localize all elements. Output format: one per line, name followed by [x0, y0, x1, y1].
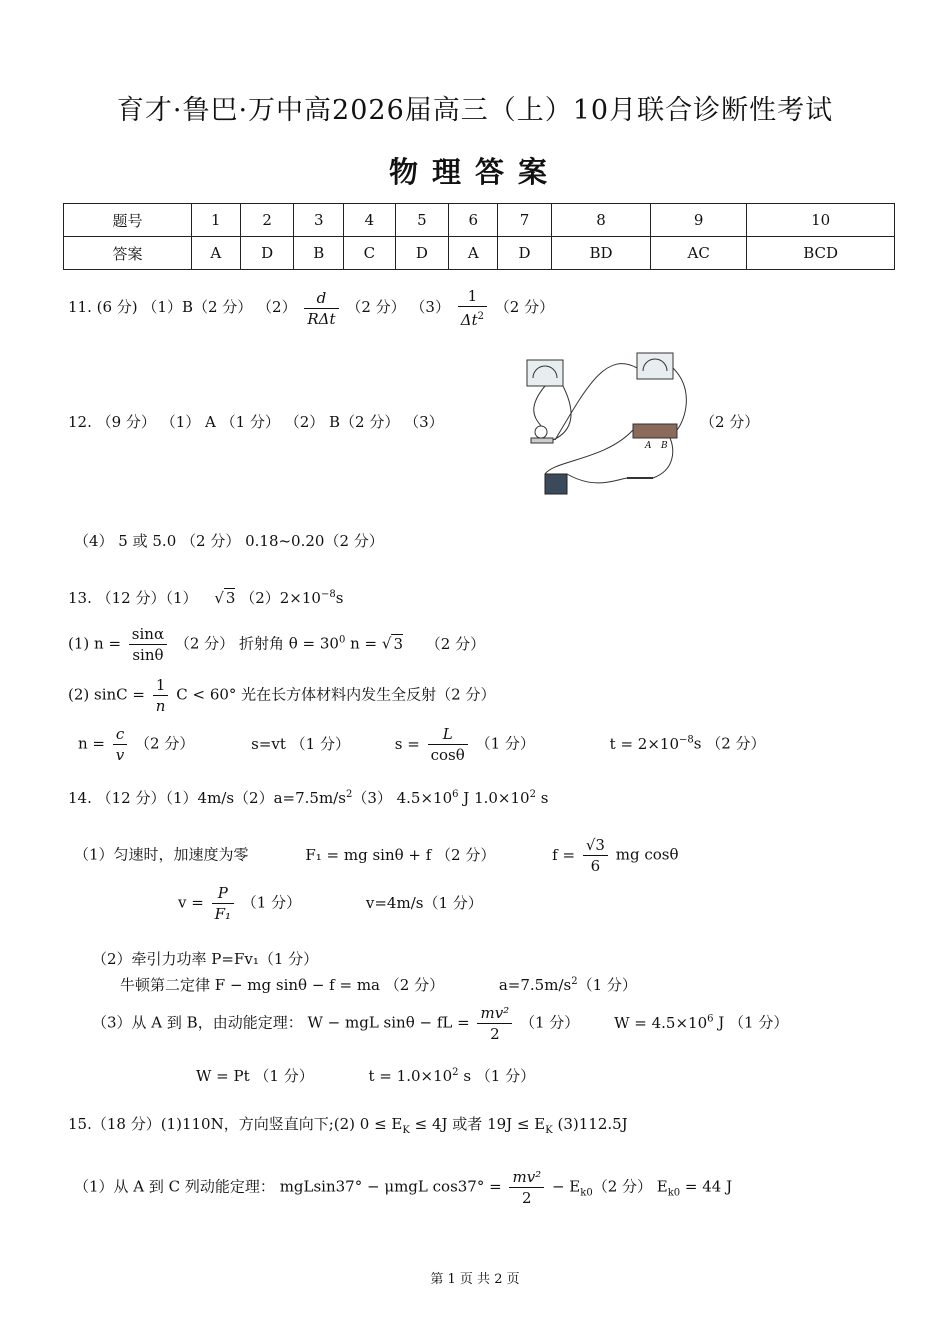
voltmeter-icon: [637, 353, 673, 379]
battery-icon: [545, 474, 567, 494]
table-cell: 9: [651, 204, 747, 237]
table-cell: 8: [551, 204, 650, 237]
table-cell: 10: [747, 204, 895, 237]
ammeter-icon: [527, 360, 563, 386]
q14-line3: （2）牵引力功率 P=Fv₁（1 分）: [92, 950, 319, 968]
table-cell: A: [449, 237, 498, 270]
q11-text: 11. (6 分) （1）B（2 分） （2）: [68, 298, 297, 316]
q12-line: 12. （9 分） （1） A （1 分） （2） B（2 分） （3）: [68, 413, 444, 431]
table-row: [64, 237, 895, 270]
answer-table: [63, 203, 895, 270]
page-subtitle: 物理答案: [388, 155, 561, 189]
page-footer: 第 1 页 共 2 页: [430, 1272, 520, 1287]
q15-line1: （1）从 A 到 C 列动能定理： mgLsin37° − μmgL cos37° = $\frac{\text{mv²}}{2}$ − $E_{k0}(2$ 分） $E_{k0} = 44$ J: [74, 1168, 733, 1207]
table-cell: D: [240, 237, 294, 270]
table-row: [64, 204, 895, 237]
table-cell: 3: [294, 204, 344, 237]
table-cell: 4: [344, 204, 395, 237]
q13-header: 13. （12 分）（1） √ 3 $(2)2\times 10^{-8}s$: [68, 589, 344, 607]
label-a: A: [645, 441, 652, 451]
table-cell: 2: [240, 204, 294, 237]
q14-header: 14. （12 分）$(1)4m/s(2)a=7.5m/s^2(3)$ $4.5\times 10^6$ J $1.0\times 10^2$ s: [68, 789, 549, 807]
circuit-diagram: [515, 350, 695, 500]
table-cell: BCD: [747, 237, 895, 270]
table-cell: D: [498, 237, 552, 270]
q14-line2: v = $\frac{P}{\text{F₁}}$ （1 分） v=4m/s（1 分）: [178, 884, 483, 923]
q14-line6: W = Pt （1 分） $t = 1.0\times 10^2$ s （1 分）: [196, 1067, 536, 1085]
q13-line2: (2) sinC = $\frac{1}{n}$ C < 60° 光在长方体材料内发生全反射（2 分）: [68, 676, 496, 715]
table-cell: C: [344, 237, 395, 270]
table-cell: 5: [395, 204, 449, 237]
page-title: 育才·鲁巴·万中高2026届高三（上）10月联合诊断性考试: [116, 95, 834, 126]
q14-line1: （1）匀速时，加速度为零 F₁ = mg sinθ + f （2 分） f = $\frac{√3}{6}$ mg cosθ: [74, 836, 679, 875]
q14-line5: （3）从 A 到 B，由动能定理： W − mgL sinθ − fL = $\frac{\text{mv²}}{2}$ （1 分） $W = 4.5\times 10^6$ J （1 分）: [92, 1004, 789, 1043]
q13-line1: (1) n = $\frac{\sin\alpha}{\sin\theta}$ （2 分） 折射角 $\theta = 30^0$ n = √ 3 （2 分）: [68, 625, 486, 664]
q11-fraction: $\frac{d}{\text{RΔt}}$: [304, 289, 338, 328]
q12-tail: （2 分）: [700, 413, 760, 431]
table-cell: A: [191, 237, 240, 270]
table-cell: AC: [651, 237, 747, 270]
table-cell: 1: [191, 204, 240, 237]
table-cell: B: [294, 237, 344, 270]
bulb-icon: [535, 426, 547, 438]
q11-line: 11. (6 分) （1）B（2 分） （2） $\frac{d}{\text{RΔt}}$ （2 分） （3） $\frac{1}{\Delta t^2}$ （2 分）: [68, 287, 555, 329]
table-cell: D: [395, 237, 449, 270]
q14-line4: 牛顿第二定律 F − mg sinθ − f = ma （2 分） $a=7.5m/s^2(1$ 分）: [120, 976, 637, 994]
q13-line3: n = $\frac{c}{v}$ （2 分） s=vt （1 分） s = $\frac{L}{\cos\theta}$ （1 分） $t = 2\times 10^{-8}s$ （2 分）: [78, 725, 766, 764]
row-label: 题号: [64, 204, 192, 237]
table-cell: BD: [551, 237, 650, 270]
q11-fraction-2: $\frac{1}{\Delta t^2}$: [458, 287, 487, 329]
q15-header: 15.（18 分）(1)110N，方向竖直向下;(2) $0 \le E_K \le 4J$ 或者 $19J \le E_K$ (3)112.5J: [68, 1115, 628, 1136]
table-cell: 7: [498, 204, 552, 237]
table-cell: 6: [449, 204, 498, 237]
label-b: B: [661, 441, 668, 451]
row-label: 答案: [64, 237, 192, 270]
q12-part4: （4） 5 或 5.0 （2 分） 0.18~0.20（2 分）: [74, 532, 384, 550]
rheostat-icon: [633, 424, 677, 438]
